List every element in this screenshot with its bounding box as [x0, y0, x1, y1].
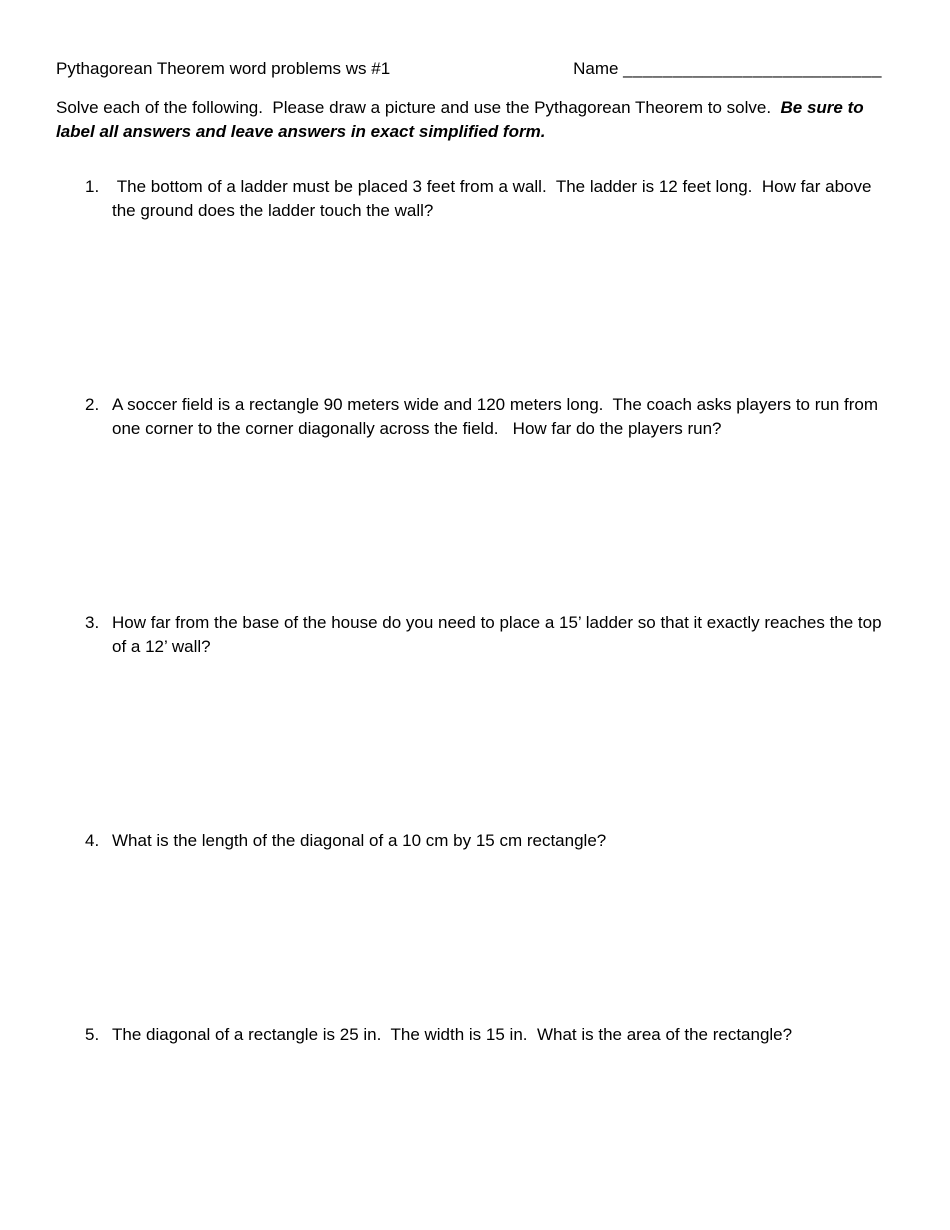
instructions-normal-text: Solve each of the following. Please draw a picture and use the Pythagorean Theorem to solve. — [56, 98, 781, 117]
name-field — [573, 57, 882, 81]
name-label: Name — [573, 59, 624, 78]
question-number: 5. — [85, 1025, 100, 1044]
question-text: What is the length of the diagonal of a 10 cm by 15 cm rectangle? — [112, 831, 607, 850]
question-item-3 — [56, 611, 894, 659]
question-number: 1. — [85, 177, 100, 196]
question-number: 4. — [85, 831, 100, 850]
name-blank-line: __________________________ — [623, 59, 882, 78]
question-item-1 — [56, 175, 894, 223]
question-list — [56, 175, 894, 1047]
question-number: 3. — [85, 613, 100, 632]
worksheet-title: Pythagorean Theorem word problems ws #1 — [56, 59, 391, 78]
worksheet-header — [56, 57, 882, 81]
question-item-2 — [56, 393, 894, 441]
question-text: How far from the base of the house do you need to place a 15’ ladder so that it exactly reaches the top of a 12’ wall? — [112, 613, 887, 656]
question-number: 2. — [85, 395, 100, 414]
instructions-paragraph — [56, 96, 894, 144]
question-text: The bottom of a ladder must be placed 3 feet from a wall. The ladder is 12 feet long. How far above the ground does the ladder touch the wall? — [112, 177, 877, 220]
question-text: A soccer field is a rectangle 90 meters wide and 120 meters long. The coach asks players to run from one corner to the corner diagonally across the field. How far do the players run? — [112, 395, 883, 438]
question-item-4 — [56, 829, 894, 853]
question-text: The diagonal of a rectangle is 25 in. The width is 15 in. What is the area of the rectangle? — [112, 1025, 793, 1044]
instructions-emphasis-text: Be sure to label all answers and leave answers in exact simplified form. — [56, 98, 869, 141]
question-item-5 — [56, 1023, 894, 1047]
